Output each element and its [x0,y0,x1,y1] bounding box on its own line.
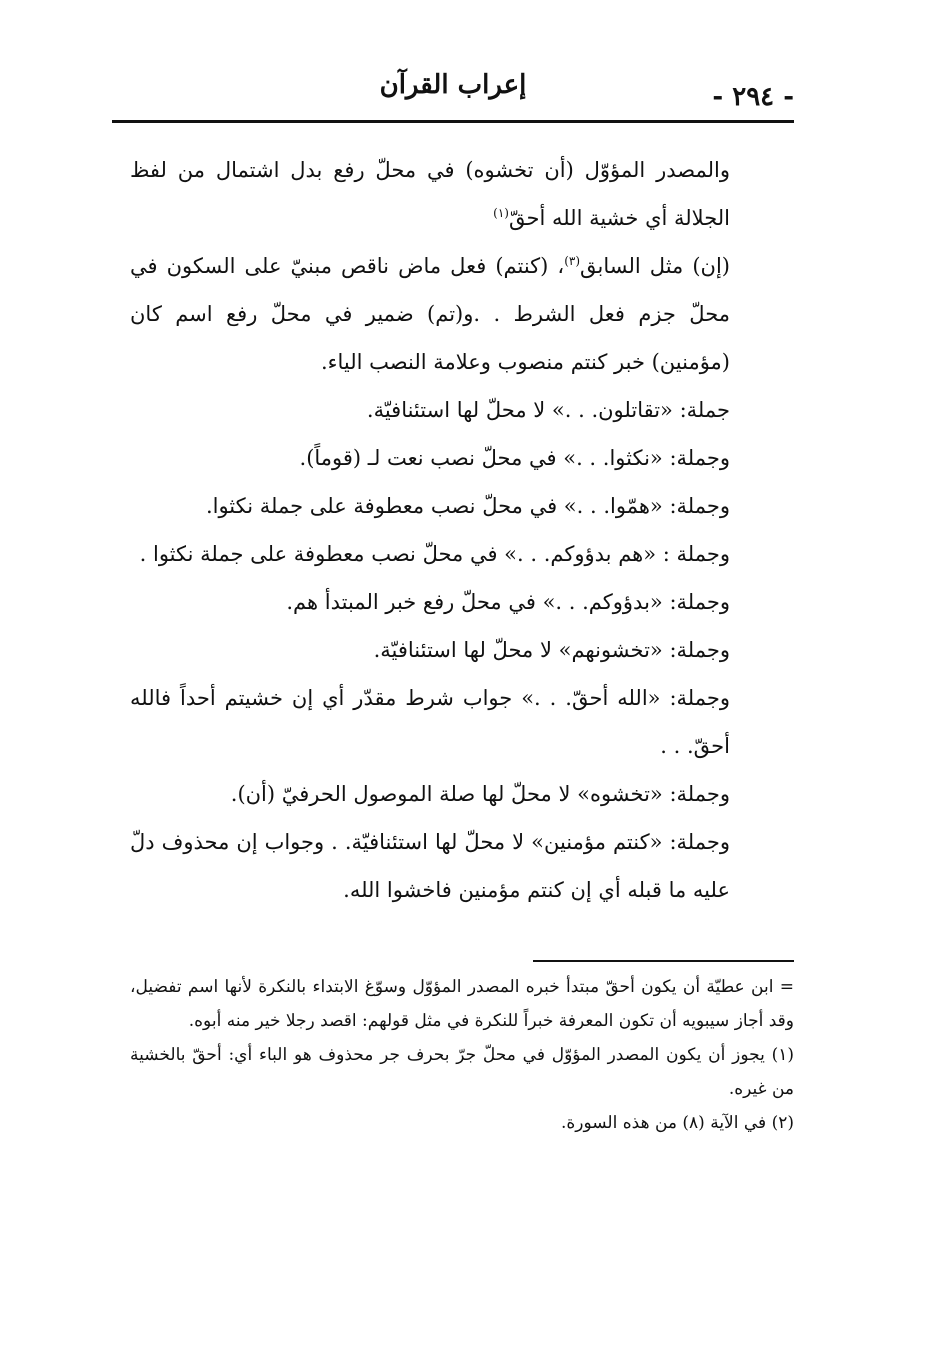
paragraph-text: (إن) مثل السابق [580,254,730,278]
book-title: إعراب القرآن [379,70,527,100]
sentence-analysis-4: وجملة : «هم بدؤوكم. . .» في محلّ نصب معطوفة على جملة نكثوا . [139,542,730,566]
sentence-analysis-1: جملة: «تقاتلون. . .» لا محلّ لها استئنافيّة. [366,398,730,422]
footnote-divider [533,960,794,962]
main-text [130,146,794,914]
sentence-analysis-7: وجملة: «الله أحقّ. . .» جواب شرط مقدّر أي إن خشيتم أحداً فالله أحقّ. . . [130,686,730,758]
sentence-analysis-6: وجملة: «تخشونهم» لا محلّ لها استئنافيّة. [373,638,730,662]
page-header [112,62,794,118]
sentence-analysis-9: وجملة: «كنتم مؤمنين» لا محلّ لها استئنافيّة. . وجواب إن محذوف دلّ عليه ما قبله أي إن كنتم مؤمنين فاخشوا الله. [130,830,730,902]
paragraph-text: ، (كنتم) فعل ماض ناقص مبنيّ على السكون في محلّ جزم فعل الشرط . .و(تم) ضمير في محلّ رفع اسم كان (مؤمنين) خبر كنتم منصوب وعلامة النصب الياء. [130,254,730,374]
footnote-1: (١) يجوز أن يكون المصدر المؤوّل في محلّ جرّ بحرف جر محذوف هو الباء أي: أحقّ بالخشية من غيره. [130,1045,794,1099]
sentence-analysis-5: وجملة: «بدؤوكم. . .» في محلّ رفع خبر المبتدأ هم. [286,590,730,614]
footnote-2: (٢) في الآية (٨) من هذه السورة. [560,1113,794,1133]
sentence-analysis-8: وجملة: «تخشوه» لا محلّ لها صلة الموصول الحرفيّ (أن). [230,782,730,806]
paragraph-text: والمصدر المؤوّل (أن تخشوه) في محلّ رفع بدل اشتمال من لفظ الجلالة أي خشية الله أحقّ [130,158,730,230]
page-number: - ٢٩٤ - [712,82,794,112]
paragraph-in [130,242,794,386]
sentence-analysis-2: وجملة: «نكثوا. . .» في محلّ نصب نعت لـ (قوماً). [299,446,730,470]
footnote-continuation: = ابن عطيّة أن يكون أحقّ مبتدأ خبره المصدر المؤوّل وسوّغ الابتداء بالنكرة لأنها اسم تفضيل، وقد أجاز سيبويه أن تكون المعرفة خبراً للنكرة في مثل قولهم: اقصد رجلا خير منه أبوه. [130,977,794,1031]
header-divider [112,120,794,123]
footnote-reference: (١) [493,206,509,220]
sentence-analysis-3: وجملة: «همّوا. . .» في محلّ نصب معطوفة على جملة نكثوا. [205,494,730,518]
footnotes [130,970,794,1140]
footnote-reference: (٣) [564,254,581,268]
paragraph-masdar [130,146,794,242]
